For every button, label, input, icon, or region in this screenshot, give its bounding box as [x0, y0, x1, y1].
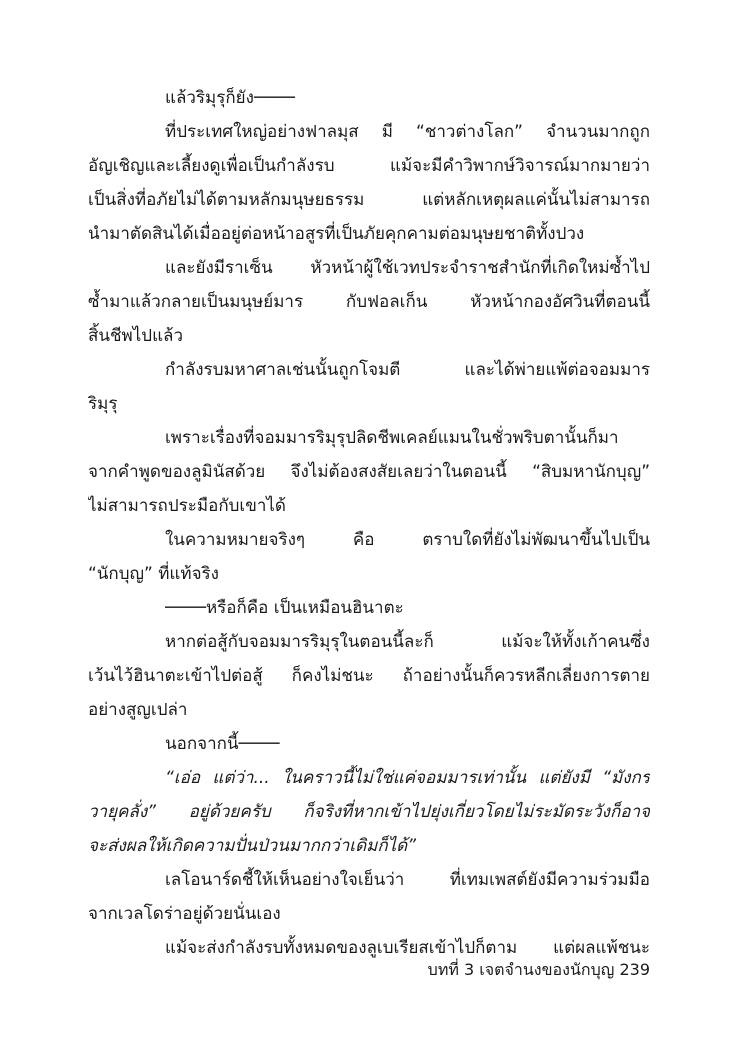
- text-line: แม้จะส่งกำลังรบทั้งหมดของลูเบเรียสเข้าไปก็ตาม แต่ผลแพ้ชนะ: [165, 938, 650, 958]
- text-line: หากต่อสู้กับจอมมารริมุรุในตอนนี้ละก็ แม้จะให้ทั้งเก้าคนซึ่ง: [165, 632, 650, 652]
- text-line: นำมาตัดสินได้เมื่ออยู่ต่อหน้าอสูรที่เป็นภัยคุกคามต่อมนุษยชาติทั้งปวง: [88, 224, 585, 244]
- text-line: “นักบุญ” ที่แท้จริง: [88, 564, 219, 584]
- text-line: ซ้ำมาแล้วกลายเป็นมนุษย์มาร กับฟอลเก็น หัวหน้ากองอัศวินที่ตอนนี้: [88, 292, 650, 312]
- text-line: นอกจากนี้────: [165, 734, 280, 754]
- text-line: จากคำพูดของลูมินัสด้วย จึงไม่ต้องสงสัยเลยว่าในตอนนี้ “สิบมหานักบุญ”: [88, 462, 650, 482]
- text-line: ไม่สามารถประมือกับเขาได้: [88, 496, 286, 516]
- text-line-italic: “เอ่อ แต่ว่า... ในคราวนี้ไม่ใช่แค่จอมมารเท่านั้น แต่ยังมี “มังกร: [165, 768, 650, 788]
- text-line: สิ้นชีพไปแล้ว: [88, 326, 184, 346]
- text-line: ที่ประเทศใหญ่อย่างฟาลมุส มี “ชาวต่างโลก” จำนวนมากถูก: [165, 122, 650, 142]
- text-line: กำลังรบมหาศาลเช่นนั้นถูกโจมตี และได้พ่ายแพ้ต่อจอมมาร: [165, 360, 650, 380]
- page-footer: บทที่ 3 เจตจำนงของนักบุญ 239: [427, 960, 650, 979]
- text-line: ────หรือก็คือ เป็นเหมือนฮินาตะ: [165, 598, 404, 618]
- text-line: อัญเชิญและเลี้ยงดูเพื่อเป็นกำลังรบ แม้จะมีคำวิพากษ์วิจารณ์มากมายว่า: [88, 156, 650, 176]
- text-line: ริมุรุ: [88, 394, 118, 414]
- text-line: และยังมีราเซ็น หัวหน้าผู้ใช้เวทประจำราชสำนักที่เกิดใหม่ซ้ำไป: [165, 258, 650, 278]
- text-line: จากเวลโดร่าอยู่ด้วยนั่นเอง: [88, 904, 281, 924]
- text-line: แล้วริมุรุก็ยัง────: [165, 88, 295, 108]
- text-line: ในความหมายจริงๆ คือ ตราบใดที่ยังไม่พัฒนาขึ้นไปเป็น: [165, 530, 650, 550]
- text-line: เพราะเรื่องที่จอมมารริมุรุปลิดชีพเคลย์แมนในชั่วพริบตานั้นก็มา: [165, 428, 619, 448]
- text-line: เป็นสิ่งที่อภัยไม่ได้ตามหลักมนุษยธรรม แต่หลักเหตุผลแค่นั้นไม่สามารถ: [88, 190, 650, 210]
- text-line: เลโอนาร์ดชี้ให้เห็นอย่างใจเย็นว่า ที่เทมเพสต์ยังมีความร่วมมือ: [165, 870, 650, 890]
- text-line-italic: วายุคลั่ง” อยู่ด้วยครับ ก็จริงที่หากเข้าไปยุ่งเกี่ยวโดยไม่ระมัดระวังก็อาจ: [88, 802, 650, 822]
- text-line-italic: จะส่งผลให้เกิดความปั่นป่วนมากกว่าเดิมก็ได้”: [88, 836, 417, 856]
- text-line: อย่างสูญเปล่า: [88, 700, 188, 720]
- text-line: เว้นไว้ฮินาตะเข้าไปต่อสู้ ก็คงไม่ชนะ ถ้าอย่างนั้นก็ควรหลีกเลี่ยงการตาย: [88, 666, 650, 686]
